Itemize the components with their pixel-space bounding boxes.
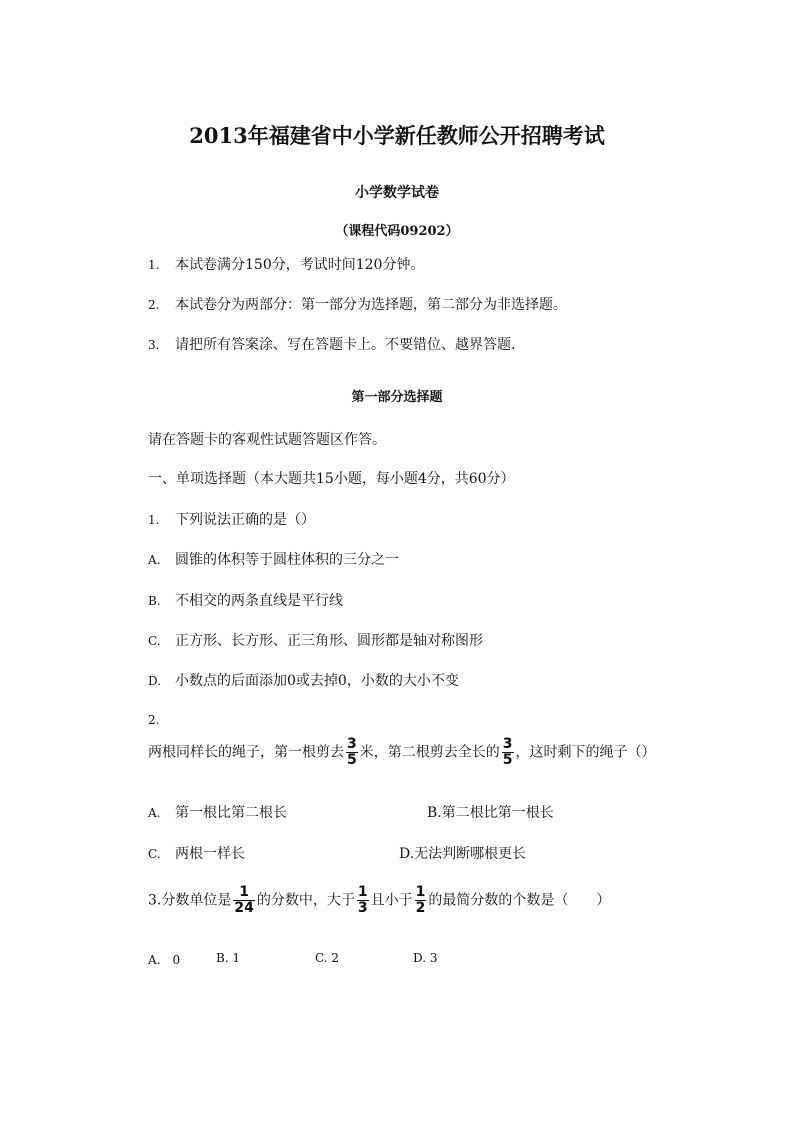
instruction-text: 请把所有答案涂、写在答题卡上。不要错位、越界答题.: [175, 337, 516, 353]
question-text: 的最简分数的个数是（ ）: [428, 892, 611, 909]
fraction-three-fifths: [346, 737, 358, 768]
option-text: 第一根比第二根长: [175, 805, 287, 821]
option-label: A.: [148, 806, 161, 820]
denominator: 5: [502, 752, 513, 768]
numerator: 3: [347, 736, 357, 752]
instruction-3: [148, 334, 515, 354]
question-number: 2.: [148, 713, 160, 727]
question-number: 1.: [148, 513, 160, 527]
fraction-one-third: [357, 885, 369, 916]
question-2-option-c: [148, 843, 245, 863]
question-text: 且小于: [370, 892, 413, 909]
fraction-one-half: [415, 885, 427, 916]
option-label: B.: [148, 594, 161, 608]
option-label: C.: [148, 634, 161, 648]
question-2-number: [148, 712, 159, 728]
part1-heading: 第一部分选择题: [351, 390, 443, 405]
instruction-2: [148, 294, 567, 314]
denominator: 3: [357, 900, 368, 916]
question-text: 3.分数单位是: [148, 892, 232, 909]
option-text: 两根一样长: [175, 846, 245, 862]
course-code: （课程代码09202）: [335, 224, 459, 239]
question-3-stem: [148, 885, 610, 916]
instruction-number: 1.: [148, 258, 160, 272]
numerator: 1: [357, 884, 368, 900]
option-text: 圆锥的体积等于圆柱体积的三分之一: [175, 552, 399, 568]
option-text: 小数点的后面添加0或去掉0，小数的大小不变: [175, 673, 459, 689]
option-text: 不相交的两条直线是平行线: [175, 593, 343, 609]
instruction-text: 本试卷满分150分，考试时间120分钟。: [175, 257, 425, 273]
question-1-option-c: [148, 630, 483, 650]
question-3-option-d: D. 3: [413, 951, 438, 965]
question-3-option-c: C. 2: [315, 951, 340, 965]
question-1-stem: [148, 509, 315, 529]
question-3-option-b: B. 1: [216, 951, 241, 965]
question-1-option-b: [148, 590, 343, 610]
question-text: ，这时剩下的绳子（）: [515, 744, 656, 761]
question-2-option-b: B.第二根比第一根长: [427, 805, 554, 821]
section-heading: 一、单项选择题（本大题共15小题，每小题4分，共60分）: [148, 471, 515, 487]
question-2-stem: [148, 737, 656, 768]
numerator: 3: [502, 736, 513, 752]
answer-note: 请在答题卡的客观性试题答题区作答。: [148, 432, 386, 448]
numerator: 1: [233, 885, 254, 901]
question-3-option-a: A. 0: [148, 953, 181, 967]
instruction-1: [148, 254, 424, 274]
question-2-option-d: D.无法判断哪根更长: [399, 846, 527, 862]
question-2-option-a: [148, 802, 287, 822]
question-1-option-d: [148, 670, 459, 690]
denominator: 24: [234, 900, 254, 916]
instruction-number: 2.: [148, 298, 160, 312]
instruction-text: 本试卷分为两部分：第一部分为选择题，第二部分为非选择题。: [175, 297, 567, 313]
exam-title: 2013年福建省中小学新任教师公开招聘考试: [189, 123, 605, 148]
option-label: C.: [148, 847, 161, 861]
option-label: D.: [148, 674, 162, 688]
question-text: 米，第二根剪去全长的: [359, 744, 500, 761]
denominator: 2: [415, 900, 426, 916]
option-label: A.: [148, 553, 161, 567]
denominator: 5: [347, 752, 357, 768]
question-1-option-a: [148, 549, 399, 569]
fraction-one-twentyfourth: [233, 885, 254, 916]
fraction-three-fifths: [502, 737, 514, 768]
option-text: 正方形、长方形、正三角形、圆形都是轴对称图形: [175, 633, 483, 649]
instruction-number: 3.: [148, 338, 160, 352]
question-text: 两根同样长的绳子，第一根剪去: [148, 744, 344, 761]
exam-subtitle: 小学数学试卷: [355, 185, 439, 201]
numerator: 1: [415, 884, 426, 900]
question-text: 的分数中，大于: [256, 892, 355, 909]
question-text: 下列说法正确的是（）: [175, 512, 315, 528]
